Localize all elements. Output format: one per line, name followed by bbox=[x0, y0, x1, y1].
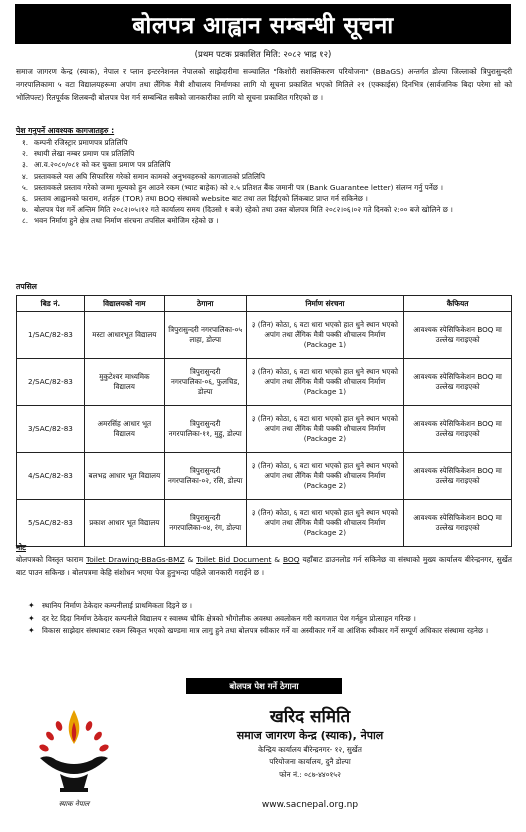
document-item bbox=[22, 182, 510, 193]
schedule-heading: तपसिल bbox=[16, 282, 37, 291]
organization-name: समाज जागरण केन्द्र (स्याक), नेपाल bbox=[236, 729, 384, 742]
logo-caption: स्याक नेपाल bbox=[58, 800, 90, 808]
col-school-name: विद्यालयको नाम bbox=[84, 296, 164, 312]
document-item bbox=[22, 148, 510, 159]
intro-paragraph: समाज जागरण केन्द्र (स्याक), नेपाल र प्लान इन्टरनेशनल नेपालको साझेदारीमा सञ्चालित "किशोरी सशक्तिकरण परियोजना" (BBaGS) अन्तर्गत डोल्पा जिल्लाको त्रिपुरासुन्दरी नगरपालिकामा ५ वटा विद्यालयहरूमा अपांग तथा लैंगिक मैत्री शौचालय निर्माणका लागि यो सूचना प्रकाशित भएको मितिले २१ (एक्काईस) दिनभित्र (सार्वजनिक बिदा परेमा सो को भोलिपल्ट) रितपूर्वक शिलबन्दी बोलपत्र पेश गर्न सम्बन्धित सबैको जानकारीका लागि यो सूचना प्रकाशित गरिएको छ । bbox=[16, 67, 512, 102]
construction-structure: ३ (तिन) कोठा, ६ वटा धारा भएको हात धुने स्थान भएको अपांग तथा लैंगिक मैत्री पक्की शौचालय निर्माण (Package 1) bbox=[246, 312, 404, 359]
project-office-address: परियोजना कार्यालय, दुनै डोल्पा bbox=[269, 757, 351, 766]
item-number: १. bbox=[22, 138, 29, 147]
table-row bbox=[17, 406, 512, 453]
item-number: ३. bbox=[22, 160, 29, 170]
bid-document-link[interactable]: Toilet Bid Document bbox=[196, 555, 272, 564]
item-number: २. bbox=[22, 149, 29, 159]
item-number: ४. bbox=[22, 171, 29, 181]
remarks: आवश्यक स्पेसिफिकेशन BOQ मा उल्लेख गराइएको bbox=[404, 359, 512, 406]
bullet-icon: ✦ bbox=[28, 613, 35, 623]
item-text: भवन निर्माण हुने क्षेत्र तथा निर्माण संरचना तपसिल बमोजिम रहेको छ । bbox=[34, 216, 219, 226]
boq-link[interactable]: BOQ bbox=[282, 555, 300, 564]
central-office-address: केन्द्रिय कार्यालय बीरेन्द्रनगर- १२, सुर्खेत bbox=[258, 745, 362, 754]
website-link[interactable]: www.sacnepal.org.np bbox=[261, 800, 359, 810]
condition-text: दर रेट दिदा निर्माण ठेकेदार कम्पनीले विद्यालय र स्वास्थ्य चौकि क्षेत्रको भौगोलीक अवस्था अवलोकन गरी कागजात पेश गर्नहुन प्रोत्साहन गरिन्छ । bbox=[42, 613, 416, 623]
item-text: प्रस्तावकले प्रस्ताव गरेको जम्मा मूल्यको हुन आउने रकम (भ्याट बाहेक) को २.५ प्रतिशत बैंक जमानी पत्र (Bank Guarantee letter) संलग्न गर्नु पर्नेछ । bbox=[34, 182, 443, 192]
documents-list bbox=[22, 137, 510, 227]
item-text: कम्पनी रजिस्ट्रार प्रमाणपत्र प्रतिलिपि bbox=[34, 138, 128, 147]
col-address: ठेगाना bbox=[164, 296, 246, 312]
item-text: आ.व.२०८०/०८१ को कर चुक्ता प्रमाण पत्र प्रतिलिपि bbox=[34, 160, 171, 170]
school-name: मुकुटेश्वर माध्यमिक विद्यालय bbox=[84, 359, 164, 406]
school-name: प्रकाश आधार भूत विद्यालय bbox=[84, 500, 164, 547]
bullet-icon: ✦ bbox=[28, 601, 35, 610]
table-header-row bbox=[17, 296, 512, 312]
conditions-list bbox=[28, 600, 510, 638]
table-row bbox=[17, 453, 512, 500]
procurement-committee: खरिद समिति bbox=[269, 707, 351, 727]
condition-text: विकास साझेदार संस्थाबाट रकम स्विकृत भएको खण्डमा मात्र लागु हुने तथा बोलपत्र स्वीकार गर्ने वा अस्वीकार गर्ने वा आंशिक स्वीकार गर्ने सम्पूर्ण अधिकार संस्थामा रहनेछ । bbox=[42, 626, 489, 636]
note-paragraph bbox=[16, 554, 512, 580]
bid-number: 3/SAC/82-83 bbox=[17, 406, 85, 453]
bid-number: 5/SAC/82-83 bbox=[17, 500, 85, 547]
document-item bbox=[22, 193, 510, 204]
ampersand: & bbox=[271, 555, 283, 564]
submission-address-banner: बोलपत्र पेश गर्ने ठेगाना bbox=[186, 678, 342, 694]
table-row bbox=[17, 312, 512, 359]
list-item bbox=[28, 625, 510, 638]
document-item bbox=[22, 204, 510, 215]
note-text-end: यहाँबाट डाउनलोड गर्न सकिनेछ वा संस्थाको मुख्य कार्यालय बीरेन्द्रनगर, सुर्खेत बाट पाउन सकिन्छ । बोलपत्रमा केहि संशोधन भएमा पेज हुनुभन्दा पहिले जानकारी गराईने छ । bbox=[16, 555, 512, 577]
school-address: त्रिपुरासुन्दरी नगरपालिका-०६, फुलचिड, डोल्पा bbox=[164, 359, 246, 406]
bullet-icon: ✦ bbox=[28, 626, 35, 636]
school-address: त्रिपुरासुन्दरी नगरपालिका-०४, रंग, डोल्पा bbox=[164, 500, 246, 547]
bid-number: 2/SAC/82-83 bbox=[17, 359, 85, 406]
col-remarks: कैफियत bbox=[404, 296, 512, 312]
item-number: ७. bbox=[22, 205, 29, 215]
document-item bbox=[22, 137, 510, 148]
list-item bbox=[28, 613, 510, 626]
table-row bbox=[17, 500, 512, 547]
item-number: ८. bbox=[22, 216, 29, 226]
bid-number: 1/SAC/82-83 bbox=[17, 312, 85, 359]
school-address: त्रिपुरासुन्दरी नगरपालिका-०२, रसि, डोल्पा bbox=[164, 453, 246, 500]
document-item bbox=[22, 215, 510, 226]
drawing-download-link[interactable]: Toilet Drawing-BBaGs-BMZ bbox=[86, 555, 185, 564]
ampersand: & bbox=[184, 555, 197, 564]
table-row bbox=[17, 359, 512, 406]
remarks: आवश्यक स्पेसिफिकेशन BOQ मा उल्लेख गराइएको bbox=[404, 406, 512, 453]
documents-heading: पेश गनुपर्ने आवश्यक कागजातहरु : bbox=[16, 126, 115, 135]
construction-structure: ३ (तिन) कोठा, ६ वटा धारा भएको हात धुने स्थान भएको अपांग तथा लैंगिक मैत्री पक्की शौचालय निर्माण (Package 2) bbox=[246, 500, 404, 547]
list-item bbox=[28, 600, 510, 613]
publication-date: (प्रथम पटक प्रकाशित मिति: २०८२ भाद्र १२) bbox=[194, 50, 332, 60]
note-heading: नोट bbox=[16, 543, 27, 552]
school-address: त्रिपुरासुन्दरी नगरपालिका-११, मुहु, डोल्पा bbox=[164, 406, 246, 453]
remarks: आवश्यक स्पेसिफिकेशन BOQ मा उल्लेख गराइएको bbox=[404, 453, 512, 500]
remarks: आवश्यक स्पेसिफिकेशन BOQ मा उल्लेख गराइएको bbox=[404, 312, 512, 359]
notice-title: बोलपत्र आह्वान सम्बन्धी सूचना bbox=[15, 4, 511, 44]
school-name: बलभद्र आधार भूत विद्यालय bbox=[84, 453, 164, 500]
item-text: प्रस्तावकले यस अघि सिफारिस गरेको समान कामको अनुभवहरुको कागजातको प्रतिलिपि bbox=[34, 171, 265, 181]
school-name: अमरसिंह आधार भूत विद्यालय bbox=[84, 406, 164, 453]
remarks: आवश्यक स्पेसिफिकेशन BOQ मा उल्लेख गराइएको bbox=[404, 500, 512, 547]
construction-structure: ३ (तिन) कोठा, ६ वटा धारा भएको हात धुने स्थान भएको अपांग तथा लैंगिक मैत्री पक्की शौचालय निर्माण (Package 2) bbox=[246, 453, 404, 500]
col-structure: निर्माण संरचना bbox=[246, 296, 404, 312]
school-name: मस्टा आधारभूत विद्यालय bbox=[84, 312, 164, 359]
sac-lamp-logo-icon bbox=[30, 702, 118, 802]
document-item bbox=[22, 159, 510, 170]
document-item bbox=[22, 171, 510, 182]
note-text-start: बोलपत्रको विस्तृत फाराम bbox=[16, 555, 87, 564]
phone-number: फोन नं.: ०८७-४४०१५२ bbox=[279, 770, 341, 779]
school-address: त्रिपुरासुन्दरी नगरपालिका-०५ लाहा, डोल्पा bbox=[164, 312, 246, 359]
item-text: बोलपत्र पेश गर्ने अन्तिम मिति २०८२।०५।१२ गते कार्यालय समय (दिउसो १ बजे) रहेको तथा उक्त बोलपत्र मिति २०८२।०६।०२ गते दिनको २:०० बजे खोलिने छ । bbox=[34, 205, 453, 215]
col-bid-number: बिड नं. bbox=[17, 296, 85, 312]
item-number: ६. bbox=[22, 194, 29, 204]
item-text: प्रस्ताव आह्वानको फाराम, शर्तहरु (TOR) तथा BOQ संस्थाको website बाट तथा तल दिईएको लिंकबाट प्राप्त गर्न सकिनेछ । bbox=[34, 194, 368, 204]
construction-structure: ३ (तिन) कोठा, ६ वटा धारा भएको हात धुने स्थान भएको अपांग तथा लैंगिक मैत्री पक्की शौचालय निर्माण (Package 2) bbox=[246, 406, 404, 453]
item-number: ५. bbox=[22, 182, 29, 192]
bid-number: 4/SAC/82-83 bbox=[17, 453, 85, 500]
item-text: स्थायी लेखा नम्बर प्रमाण पत्र प्रतिलिपि bbox=[34, 149, 135, 159]
condition-text: स्थानिय निर्माण ठेकेदार कम्पनीलाई प्राथमिकता दिइने छ । bbox=[42, 601, 193, 610]
schedule-table bbox=[16, 295, 512, 547]
construction-structure: ३ (तिन) कोठा, ६ वटा धारा भएको हात धुने स्थान भएको अपांग तथा लैंगिक मैत्री पक्की शौचालय निर्माण (Package 1) bbox=[246, 359, 404, 406]
